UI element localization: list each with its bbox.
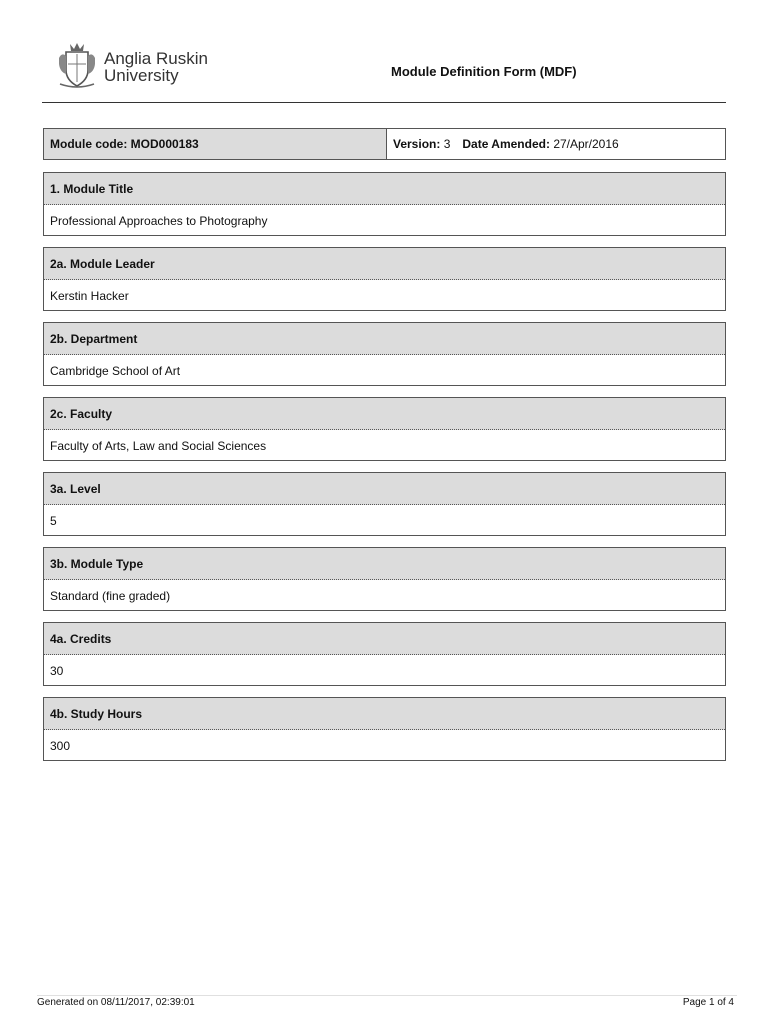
section-value: 300	[50, 738, 71, 753]
logo-wordmark	[104, 50, 208, 84]
section-heading: 4b. Study Hours	[44, 698, 725, 730]
section-department	[43, 322, 726, 386]
section-heading: 3b. Module Type	[44, 548, 725, 580]
generated-timestamp: Generated on 08/11/2017, 02:39:01	[37, 997, 195, 1008]
page-number: Page 1 of 4	[682, 997, 734, 1008]
section-value: 30	[50, 663, 64, 678]
crest-icon	[56, 40, 98, 90]
section-value: Faculty of Arts, Law and Social Sciences	[50, 438, 267, 453]
section-heading: 2c. Faculty	[44, 398, 725, 430]
date-amended-label: Date Amended:	[462, 137, 550, 151]
section-value: Cambridge School of Art	[50, 363, 181, 378]
section-value: 5	[50, 513, 57, 528]
date-amended-value: 27/Apr/2016	[553, 137, 619, 151]
module-code-row	[43, 128, 726, 160]
page-header	[42, 36, 726, 102]
header-divider	[42, 102, 726, 103]
section-heading: 4a. Credits	[44, 623, 725, 655]
footer-divider	[37, 995, 737, 996]
version-value: 3	[443, 137, 451, 151]
section-heading: 2b. Department	[44, 323, 725, 355]
university-logo	[56, 40, 226, 90]
section-study-hours	[43, 697, 726, 761]
section-value: Standard (fine graded)	[50, 588, 171, 603]
section-module-type	[43, 547, 726, 611]
section-heading: 1. Module Title	[44, 173, 725, 205]
section-level	[43, 472, 726, 536]
logo-line-2: University	[104, 66, 179, 85]
section-module-title	[43, 172, 726, 236]
section-faculty	[43, 397, 726, 461]
module-code: Module code: MOD000183	[44, 129, 387, 159]
section-value: Professional Approaches to Photography	[50, 213, 268, 228]
section-heading: 2a. Module Leader	[44, 248, 725, 280]
section-credits	[43, 622, 726, 686]
version-info	[387, 129, 725, 159]
section-module-leader	[43, 247, 726, 311]
version-label: Version:	[393, 137, 441, 151]
form-title: Module Definition Form (MDF)	[391, 64, 577, 79]
section-heading: 3a. Level	[44, 473, 725, 505]
section-value: Kerstin Hacker	[50, 288, 129, 303]
logo-line-1: Anglia Ruskin	[104, 49, 208, 68]
